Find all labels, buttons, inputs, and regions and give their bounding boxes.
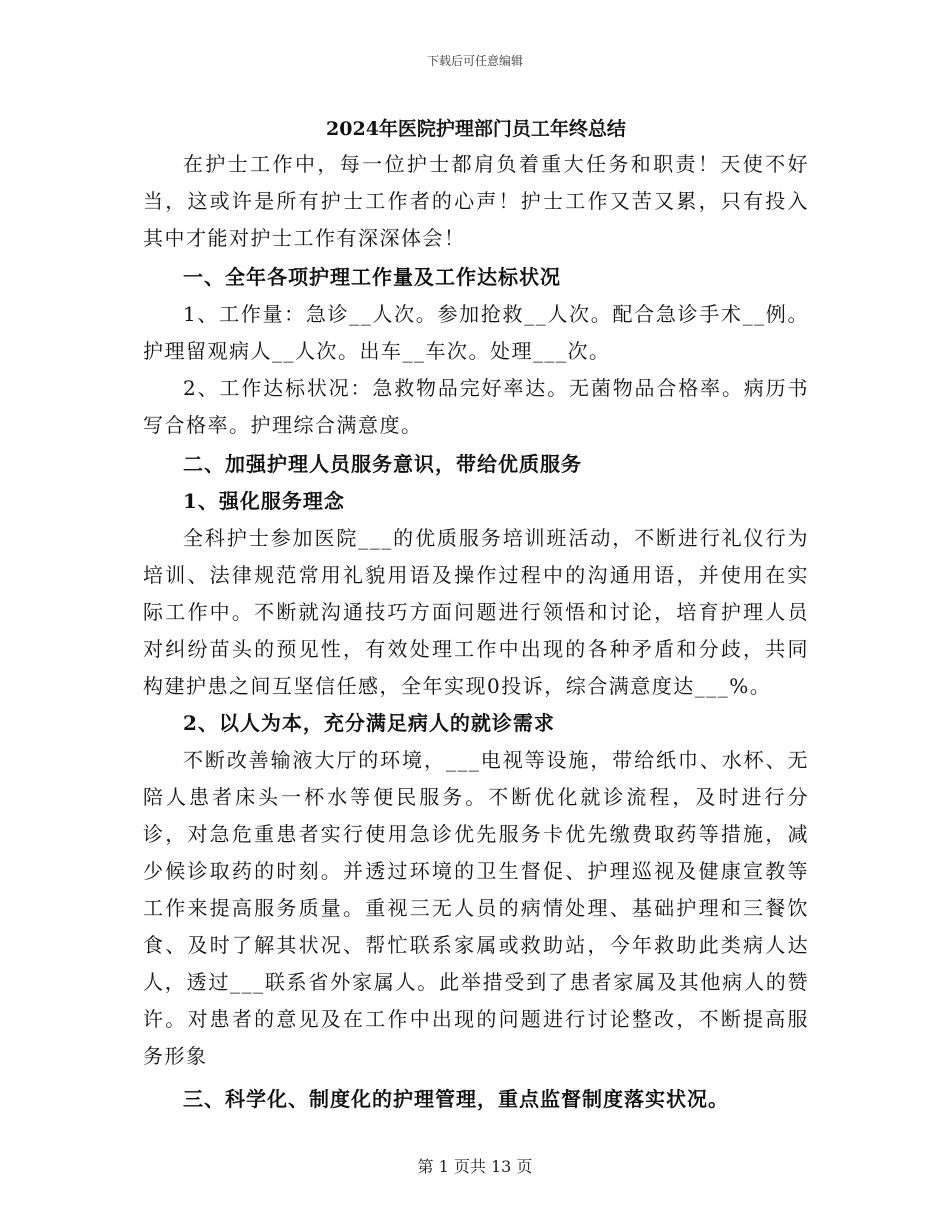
section-2-sub-2-paragraph: 不断改善输液大厅的环境，___电视等设施，带给纸巾、水杯、无陪人患者床头一杯水等便民服务。不断优化就诊流程，及时进行分诊，对急危重患者实行使用急诊优先服务卡优先缴费取药等措施，减少候诊取药的时刻。并透过环境的卫生督促、护理巡视及健康宣教等工作来提高服务质量。重视三无人员的病情处理、基础护理和三餐饮食、及时了解其状况、帮忙联系家属或救助站，今年救助此类病人达人，透过___联系省外家属人。此举措受到了患者家属及其他病人的赞许。对患者的意见及在工作中出现的问题进行讨论整改，不断提高服务形象	[143, 748, 809, 1068]
section-3-heading: 三、科学化、制度化的护理管理，重点监督制度落实状况。	[183, 1087, 729, 1111]
section-1-standards-paragraph: 2、工作达标状况：急救物品完好率达。无菌物品合格率。病历书写合格率。护理综合满意度。	[143, 376, 809, 437]
page-header-note: 下载后可任意编辑	[426, 54, 523, 68]
section-2-heading: 二、加强护理人员服务意识，带给优质服务	[183, 452, 582, 476]
section-1-workload-paragraph: 1、工作量：急诊__人次。参加抢救__人次。配合急诊手术__例。护理留观病人__人次。出车__车次。处理___次。	[143, 302, 809, 363]
section-2-sub-1-paragraph: 全科护士参加医院___的优质服务培训班活动，不断进行礼仪行为培训、法律规范常用礼貌用语及操作过程中的沟通用语，并使用在实际工作中。不断就沟通技巧方面问题进行领悟和讨论，培育护理人员对纠纷苗头的预见性，有效处理工作中出现的各种矛盾和分歧，共同构建护患之间互坚信任感，全年实现0投诉，综合满意度达___%。	[143, 526, 809, 698]
section-1-heading: 一、全年各项护理工作量及工作达标状况	[183, 265, 561, 289]
section-2-sub-2-heading: 2、以人为本，充分满足病人的就诊需求	[183, 711, 555, 735]
document-body	[143, 112, 809, 1118]
intro-paragraph: 在护士工作中，每一位护士都肩负着重大任务和职责！天使不好当，这或许是所有护士工作者的心声！护士工作又苦又累，只有投入其中才能对护士工作有深深体会！	[143, 152, 809, 250]
document-title: 2024年医院护理部门员工年终总结	[326, 118, 626, 140]
section-2-sub-1-heading: 1、强化服务理念	[183, 489, 345, 513]
page-number-footer: 第 1 页共 13 页	[417, 1157, 533, 1176]
